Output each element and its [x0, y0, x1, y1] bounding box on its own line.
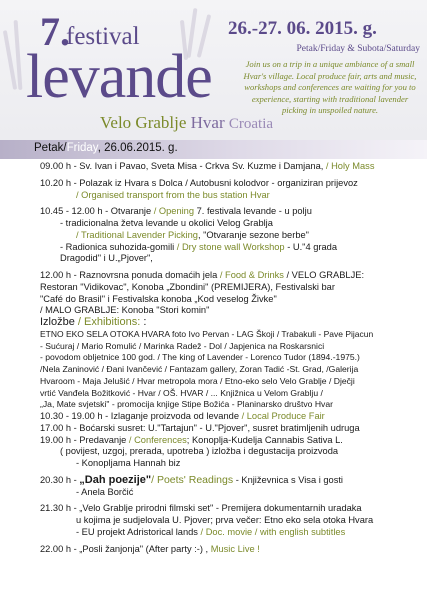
program-line: [40, 294, 425, 306]
program-text: ETNO EKO SELA OTOKA HVARA foto Ivo Pervan - LAG Škoji / Trabakuli - Pave Pijacun: [40, 328, 374, 339]
program-line: [40, 458, 425, 470]
day-header-a: Petak/: [34, 142, 67, 154]
program-text: 10.30 - 19.00 h - Izlaganje proizvoda od levande: [40, 411, 239, 421]
program-text: / MALO GRABLJE: Konoba "Stori komin": [40, 305, 210, 316]
program-line: [40, 270, 425, 282]
program-text: „Ja, Mate svjetski" - promocija knjige Stipe Božića - Planinarsko društvo Hvar: [40, 399, 333, 410]
program-line: [40, 242, 425, 254]
program-line: [40, 364, 425, 376]
program-text: 21.30 h - „Velo Grablje prirodni filmski set" - Premijera dokumentarnih uradaka: [40, 503, 362, 514]
program-english: / Food & Drinks: [217, 270, 284, 280]
program-english: / Exhibitions:: [74, 316, 144, 328]
program-line: [40, 399, 425, 411]
program-line: [40, 376, 425, 388]
program-line: [40, 544, 425, 556]
program-text: Dragodid" i U.„Pjover",: [60, 253, 153, 264]
program-english: / Poets' Readings: [151, 473, 234, 486]
program-text: - povodom obljetnice 100 god. / The king of Lavender - Lorenco Tudor (1894.-1975.): [40, 352, 360, 363]
festival-days: Petak/Friday & Subota/Saturday: [296, 44, 420, 54]
exhibitions-heading: Izložbe: [40, 316, 75, 328]
program-line: [40, 317, 425, 329]
location-croatia: Croatia: [228, 116, 274, 132]
program-text: :: [143, 316, 147, 328]
program-line: [40, 230, 425, 242]
day-header-c: , 26.06.2015. g.: [97, 142, 178, 154]
program-list: [40, 161, 425, 555]
program-text: - Sućuraj / Mario Romulić / Marinka Radež - Dol / Japjenica na Roskarsnici: [40, 340, 325, 351]
program-line: [40, 352, 425, 364]
day-header-text: [34, 142, 178, 154]
festival-word: festival: [66, 23, 140, 50]
program-english: / Doc. movie / with english subtitles: [197, 526, 346, 537]
program-text: 7. festivala levande - u polju: [196, 206, 312, 217]
program-line: [40, 503, 425, 515]
program-text: - U."4 grada: [284, 241, 337, 252]
program-text: 19.00 h - Predavanje: [40, 434, 127, 445]
program-line: [40, 515, 425, 527]
program-text: u kojima je sudjelovala U. Pjover; prva večer: Etno eko sela otoka Hvara: [76, 515, 374, 525]
program-line: [40, 341, 425, 353]
program-text: , "Otvaranje sezone berbe": [197, 229, 309, 240]
program-text: 17.00 h - Boćarski susret: U."Tartajun" - U."Pjover", susret bratimljenih udruga: [40, 422, 360, 433]
program-text: /Nela Zaninović / Đani Ivančević / Fantazam gallery, Zoran Tadić -St. Grad, /Galerija: [40, 364, 359, 374]
festival-logo-title: levande: [26, 43, 212, 111]
program-text: 22.00 h - „Posli žanjonja" (After party :-) ,: [40, 543, 209, 554]
program-text: ; Konoplja-Kudelja Cannabis Sativa L.: [186, 434, 343, 445]
location-hvar: Hvar: [190, 113, 229, 132]
program-text: Hvaroom - Maja Jelušić / Hvar metropola mora / Etno-eko selo Velo Grablje / Dječji: [40, 375, 355, 386]
program-english: / Traditional Lavender Picking: [76, 229, 198, 240]
program-line: [40, 435, 425, 447]
festival-header: [0, 0, 427, 140]
program-line: [40, 527, 425, 539]
program-text: - Radionica suhozida-gomili: [60, 241, 175, 252]
program-text: - Književnica s Visa i gosti: [233, 474, 343, 485]
program-english: / Local Produce Fair: [239, 411, 325, 421]
festival-edition-number: 7.: [40, 9, 70, 54]
program-line: [40, 178, 425, 190]
program-line: [40, 388, 425, 400]
location-grablje: Grablje: [135, 113, 191, 132]
program-text: 20.30 h -: [40, 474, 80, 485]
program-english: / Conferences: [126, 434, 187, 445]
program-text: - Konopljama Hannah biz: [76, 458, 181, 468]
program-text: 09.00 h - Sv. Ivan i Pavao, Sveta Misa - Crkva Sv. Kuzme i Damjana,: [40, 161, 324, 171]
program-text: 10.45 - 12.00 h - Otvaranje: [40, 206, 152, 217]
program-english: Music Live !: [208, 543, 260, 554]
program-line: [40, 190, 425, 202]
program-english: / Holy Mass: [323, 161, 375, 171]
program-text: 12.00 h - Raznovrsna ponuda domaćih jela: [40, 270, 218, 280]
program-line: [40, 475, 425, 487]
program-line: [40, 329, 425, 341]
program-text: vrtić Vanđela Božitković - Hvar / OŠ. HVAR / ... Knjižnica u Velom Grablju /: [40, 387, 323, 398]
program-line: [40, 446, 425, 458]
program-line: [40, 218, 425, 230]
program-text: 10.20 h - Polazak iz Hvara s Dolca / Autobusni kolodvor - organiziran prijevoz: [40, 177, 358, 188]
day-header-bar: [0, 140, 427, 159]
program-text: / VELO GRABLJE:: [283, 270, 365, 280]
festival-intro-text: Join us on a trip in a unique ambiance of a small Hvar's village. Local produce fair, arts and music, workshops and conferences are waiting for you to experience, starting with traditional lavender picking in unspoiled nature.: [243, 59, 417, 115]
program-english: / Opening: [151, 206, 197, 217]
program-english: / Dry stone wall Workshop: [174, 241, 285, 252]
program-text: - tradicionalna žetva levande u okolici Velog Grablja: [60, 218, 273, 228]
festival-dates: 26.-27. 06. 2015. g.: [228, 18, 377, 39]
program-english: / Organised transport from the bus station Hvar: [76, 189, 270, 200]
program-line: [40, 206, 425, 218]
program-text: Restoran "Vidikovac", Konoba „Zbondini" (PREMIJERA), Festivalski bar: [40, 281, 335, 292]
program-line: [40, 487, 425, 499]
day-header-b: Friday: [66, 142, 98, 154]
program-text: - Anela Borčić: [76, 486, 134, 497]
program-line: [40, 253, 425, 265]
program-line: [40, 282, 425, 294]
program-line: [40, 411, 425, 423]
program-text: ( povijest, uzgoj, prerada, upotreba ) izložba i degustacija proizvoda: [60, 446, 339, 457]
location-velo: Velo: [100, 113, 136, 132]
program-text: - EU projekt Adristorical lands: [76, 526, 198, 537]
program-line: [40, 161, 425, 173]
poetry-title: „Dah poezije": [79, 473, 152, 486]
program-line: [40, 423, 425, 435]
program-text: "Café do Brasil" i Festivalska konoba „Kod veselog Živke": [40, 293, 277, 304]
